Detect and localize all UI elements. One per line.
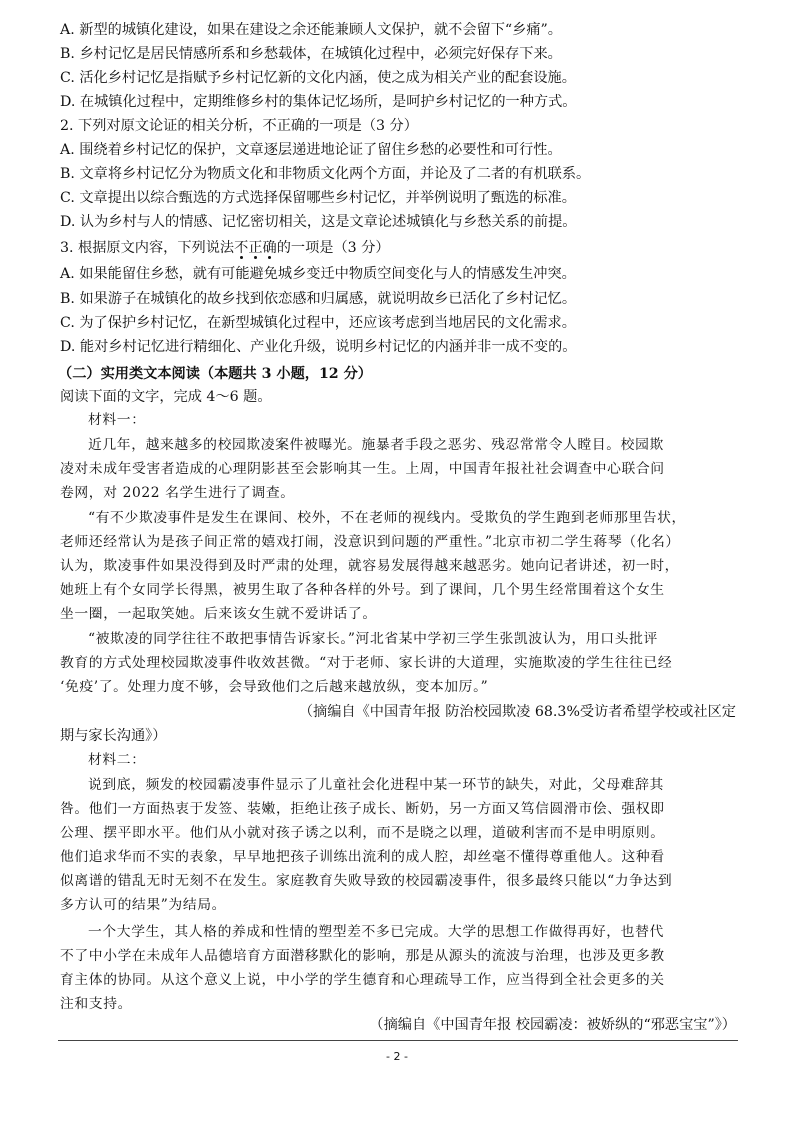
emphasis-char: 确 [262,240,277,256]
q1-option-a: A. 新型的城镇化建设，如果在建设之余还能兼顾人文保护，就不会留下“乡痛”。 [60,22,562,38]
q2-option-d: D. 认为乡村与人的情感、记忆密切相关，这是文章论述城镇化与乡愁关系的前提。 [60,214,577,230]
paragraph-line: 育主体的协同。从这个意义上说，中小学的学生德育和心理疏导工作，应当得到全社会更多的关 [60,972,665,988]
paragraph-line: 坐一圈，一起取笑她。后来该女生就不爱讲话了。 [60,606,377,622]
page-number: - 2 - [386,1050,408,1063]
q3-option-a: A. 如果能留住乡愁，就有可能避免城乡变迁中物质空间变化与人的情感发生冲突。 [60,266,576,282]
source-citation: （摘编自《中国青年报 校园霸凌：被娇纵的“邪恶宝宝”》） [369,1017,736,1033]
section-title: （二）实用类文本阅读（本题共 3 小题，12 分） [58,366,372,382]
paragraph-line: 多方认可的结果”为结局。 [60,897,227,913]
paragraph-line: ‘免疫’了。处理力度不够，会导致他们之后越来越放纵，变本加厉。” [60,679,489,695]
paragraph-line: 他们追求华而不实的表象，早早地把孩子训练出流利的成人腔，却丝毫不懂得尊重他人。这种看 [60,849,665,865]
paragraph-line: 注和支持。 [60,996,132,1012]
paragraph-line: 近几年，越来越多的校园欺凌案件被曝光。施暴者手段之恶劣、残忍常常令人瞠目。校园欺 [88,437,664,453]
q3-stem-emphasis [234,240,277,256]
material1-label: 材料一： [88,412,146,428]
q2-stem [60,114,418,138]
q3-option-d: D. 能对乡村记忆进行精细化、产业化升级，说明乡村记忆的内涵并非一成不变的。 [60,339,577,355]
paragraph-line: 认为，欺凌事件如果没得到及时严肃的处理，就容易发展得越来越恶劣。她向记者讲述，初一时， [60,558,680,574]
paragraph-line: 说到底，频发的校园霸凌事件显示了儿童社会化进程中某一环节的缺失，对此，父母难辞其 [88,777,664,793]
source-citation: （摘编自《中国青年报 防治校园欺凌 68.3%受访者希望学校或社区定 [298,704,736,720]
paragraph-line: 一个大学生，其人格的养成和性情的塑型差不多已完成。大学的思想工作做得再好，也替代 [88,924,664,940]
paragraph-line: 卷网，对 2022 名学生进行了调查。 [60,485,295,501]
q2-option-c: C. 文章提出以综合甄选的方式选择保留哪些乡村记忆，并举例说明了甄选的标准。 [60,190,576,206]
q3-stem [60,236,390,260]
paragraph-line: 公理、摆平即水平。他们从小就对孩子诱之以利，而不是晓之以理，道破利害而不是申明原则。 [60,825,665,841]
emphasis-char: 不 [234,240,249,256]
q2-stem-part: 2. 下列对原文论证的相关分析， [60,118,263,134]
paragraph-line: 不了中小学在未成年人品德培育方面潜移默化的影响，那是从源头的流波与治理，也涉及更多教 [60,948,665,964]
paragraph-line: 她班上有个女同学长得黑，被男生取了各种各样的外号。到了课间，几个男生经常围着这个女生 [60,582,665,598]
q3-option-c: C. 为了保护乡村记忆，在新型城镇化过程中，还应该考虑到当地居民的文化需求。 [60,315,576,331]
q3-option-b: B. 如果游子在城镇化的故乡找到依恋感和归属感，就说明故乡已活化了乡村记忆。 [60,291,577,307]
paragraph-line: 教育的方式处理校园欺凌事件收效甚微。“对于老师、家长讲的大道理，实施欺凌的学生往往已经 [60,655,673,671]
q3-stem-part: 3. 根据原文内容，下列说法 [60,240,235,256]
paragraph-line: 老师还经常认为是孩子间正常的嬉戏打闹，没意识到问题的严重性。”北京市初二学生蒋琴（化名） [60,534,680,550]
paragraph-line: 似离谱的错乱无时无刻不在发生。家庭教育失败导致的校园霸凌事件，很多最终只能以“力争达到 [60,873,673,889]
paragraph-line: “有不少欺凌事件是发生在课间、校外，不在老师的视线内。受欺负的学生跑到老师那里告状， [88,510,686,526]
q3-stem-part: 的一项是（3 分） [276,240,390,256]
q2-stem-part: 的一项是（3 分） [305,118,418,134]
source-citation: 期与家长沟通》） [60,728,167,744]
q2-option-a: A. 围绕着乡村记忆的保护，文章逐层递进地论证了留住乡愁的必要性和可行性。 [60,142,562,158]
q2-option-b: B. 文章将乡村记忆分为物质文化和非物质文化两个方面，并论及了二者的有机联系。 [60,166,591,182]
paragraph-line: 凌对未成年受害者造成的心理阴影甚至会影响其一生。上周，中国青年报社社会调查中心联合问 [60,461,665,477]
paragraph-line: 咎。他们一方面热衷于发签、装嫩，拒绝让孩子成长、断奶，另一方面又笃信圆滑市侩、强权即 [60,801,665,817]
q1-option-c: C. 活化乡村记忆是指赋予乡村记忆新的文化内涵，使之成为相关产业的配套设施。 [60,70,576,86]
footer-divider [58,1040,738,1041]
q1-option-b: B. 乡村记忆是居民情感所系和乡愁载体，在城镇化过程中，必须完好保存下来。 [60,46,562,62]
instruction: 阅读下面的文字，完成 4～6 题。 [60,389,272,405]
material2-label: 材料二： [88,752,146,768]
q1-option-d: D. 在城镇化过程中，定期维修乡村的集体记忆场所，是呵护乡村记忆的一种方式。 [60,94,577,110]
paragraph-line: “被欺凌的同学往往不敢把事情告诉家长。”河北省某中学初三学生张凯波认为，用口头批评 [88,631,658,647]
emphasis-char: 正 [248,240,263,256]
q2-stem-emphasis: 不正确 [262,118,306,134]
